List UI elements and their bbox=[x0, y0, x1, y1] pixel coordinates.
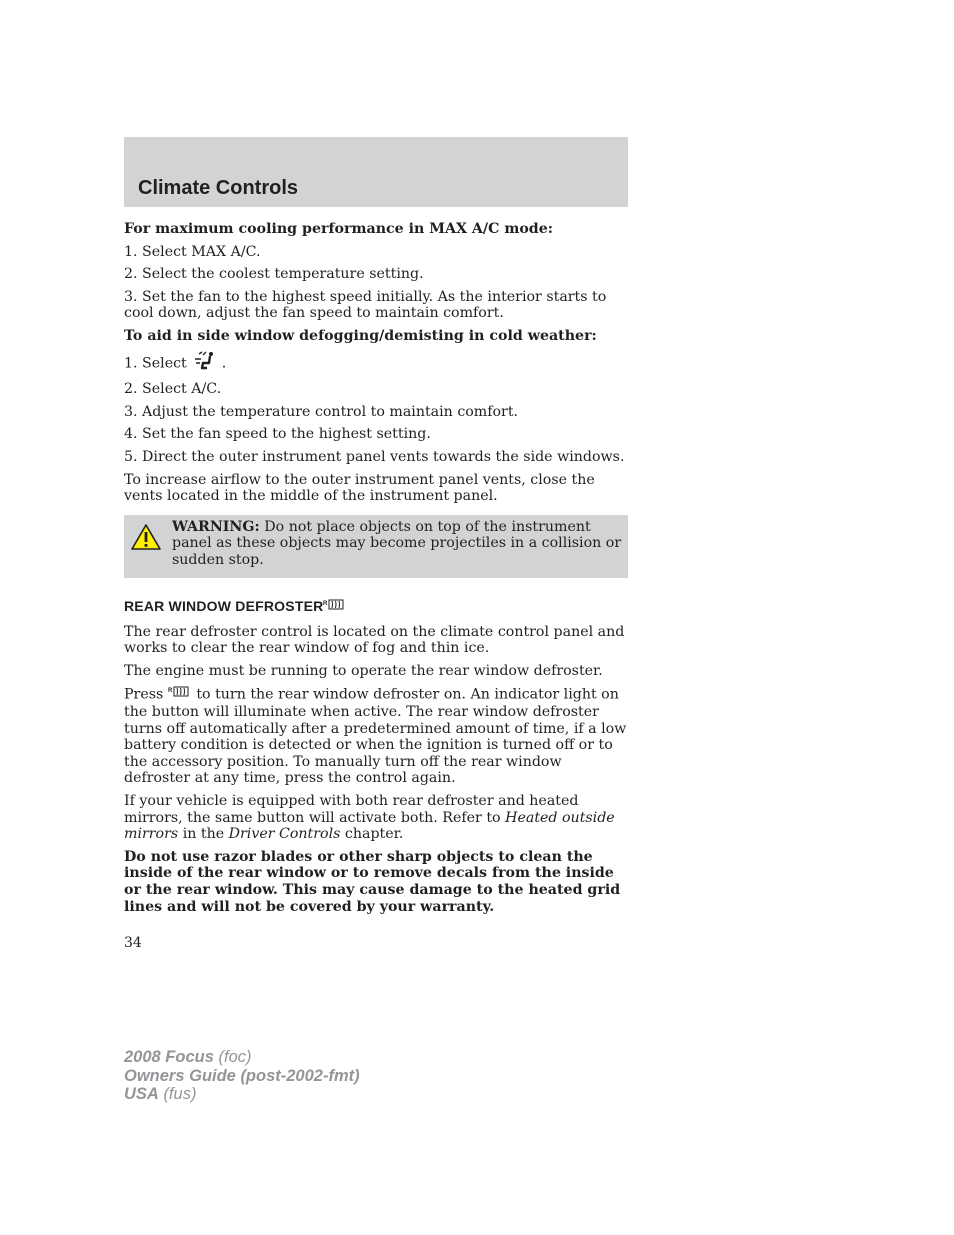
warning-label: WARNING: bbox=[172, 518, 260, 535]
side-window-step-4: 4. Set the fan speed to the highest setting. bbox=[124, 426, 431, 443]
heated-mirrors-reference: Heated outside mirrors bbox=[124, 809, 615, 843]
max-ac-step-1: 1. Select MAX A/C. bbox=[124, 243, 261, 260]
side-window-step-1 bbox=[124, 351, 628, 376]
page-number: 34 bbox=[124, 935, 142, 952]
svg-text:R: R bbox=[167, 688, 173, 695]
warning-text: Do not place objects on top of the instrument panel as these objects may become projectiles in a collision or sudden stop. bbox=[172, 518, 622, 568]
footer-market-code: (fus) bbox=[163, 1085, 197, 1103]
footer-line-1 bbox=[124, 1048, 360, 1067]
side-window-step-1-suffix: . bbox=[221, 354, 227, 371]
rear-defrost-icon bbox=[323, 598, 345, 616]
rear-defrost-icon-inline bbox=[168, 685, 192, 704]
section-header-band bbox=[124, 137, 628, 207]
rear-defroster-heading-text: REAR WINDOW DEFROSTER bbox=[124, 597, 324, 614]
page-content bbox=[124, 221, 628, 952]
footer-model-code: (foc) bbox=[218, 1048, 252, 1066]
max-ac-step-3: 3. Set the fan to the highest speed initially. As the interior starts to cool down, adjust the fan speed to maintain comfort. bbox=[124, 288, 607, 322]
driver-controls-reference: Driver Controls bbox=[228, 826, 341, 843]
floor-defrost-icon bbox=[191, 351, 217, 376]
rear-defroster-para-4-b: in the bbox=[182, 826, 225, 843]
max-ac-step-2: 2. Select the coolest temperature setting. bbox=[124, 266, 424, 283]
rear-defroster-para-2: The engine must be running to operate the rear window defroster. bbox=[124, 662, 603, 679]
rear-defroster-para-4-a: If your vehicle is equipped with both rear defroster and heated mirrors, the same button will activate both. Refer to bbox=[124, 792, 579, 826]
warning-triangle-icon bbox=[130, 523, 162, 556]
side-window-note: To increase airflow to the outer instrument panel vents, close the vents located in the middle of the instrument panel. bbox=[124, 471, 595, 505]
svg-text:R: R bbox=[323, 601, 328, 607]
rear-defroster-para-3-text: to turn the rear window defroster on. An indicator light on the button will illuminate when active. The rear window defroster turns off automatically after a predetermined amount of time, if a low battery condition is detected or when the ignition is turned off or to the accessory position. To manually turn off the rear window defroster at any time, press the control again. bbox=[124, 686, 627, 787]
warning-box bbox=[124, 515, 628, 578]
section-title: Climate Controls bbox=[138, 177, 299, 199]
footer-line-2: Owners Guide (post-2002-fmt) bbox=[124, 1066, 360, 1085]
side-window-step-3: 3. Adjust the temperature control to maintain comfort. bbox=[124, 403, 519, 420]
rear-defroster-para-4-c: chapter. bbox=[344, 826, 404, 843]
rear-defroster-caution: Do not use razor blades or other sharp objects to clean the inside of the rear window or to remove decals from the inside or the rear window. This may cause damage to the heated grid lines and will not be covered by your warranty. bbox=[124, 848, 621, 915]
rear-defroster-para-3 bbox=[124, 685, 628, 787]
rear-defroster-para-3-prefix: Press bbox=[124, 686, 164, 703]
footer-market: USA bbox=[124, 1085, 159, 1103]
footer-model: 2008 Focus bbox=[124, 1048, 214, 1066]
rear-defroster-para-1: The rear defroster control is located on the climate control panel and works to clear the rear window of fog and thin ice. bbox=[124, 623, 625, 657]
rear-defroster-heading bbox=[124, 598, 628, 616]
side-window-step-2: 2. Select A/C. bbox=[124, 381, 222, 398]
side-window-step-1-prefix: 1. Select bbox=[124, 354, 187, 371]
side-window-heading: To aid in side window defogging/demisting in cold weather: bbox=[124, 327, 597, 344]
rear-defroster-para-4 bbox=[124, 793, 628, 843]
document-footer bbox=[124, 1048, 360, 1104]
side-window-step-5: 5. Direct the outer instrument panel vents towards the side windows. bbox=[124, 448, 625, 465]
footer-line-3 bbox=[124, 1085, 360, 1104]
max-ac-heading: For maximum cooling performance in MAX A/C mode: bbox=[124, 221, 553, 237]
